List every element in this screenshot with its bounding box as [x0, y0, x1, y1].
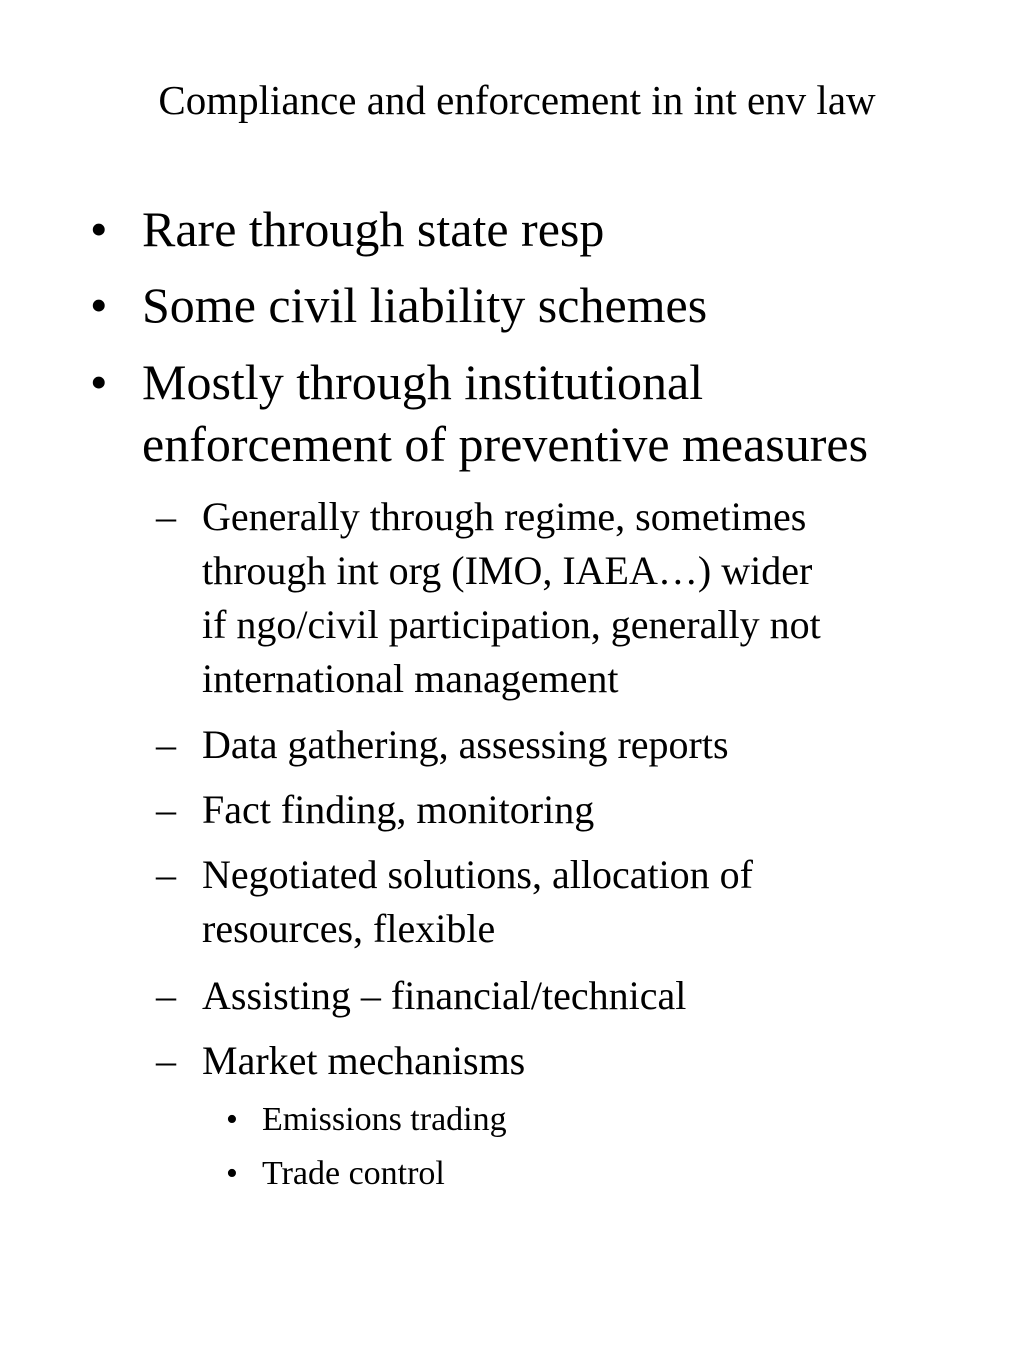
- sub-bullet-fact-finding: [156, 783, 976, 837]
- sub-bullet-text-line: Negotiated solutions, allocation of: [202, 852, 753, 897]
- sub-bullet-text: Data gathering, assessing reports: [202, 722, 729, 767]
- sub-bullet-marker: –: [156, 787, 176, 832]
- bullet-institutional-enforcement: [90, 351, 950, 475]
- bullet-rare-through-state-resp: [90, 198, 950, 260]
- bullet-text: Some civil liability schemes: [142, 277, 708, 333]
- slide-title: Compliance and enforcement in int env law: [158, 77, 876, 123]
- sub-bullet-text-line: international management: [202, 656, 619, 701]
- sub-sub-bullet-text: Trade control: [262, 1155, 445, 1192]
- sub-sub-bullet-text: Emissions trading: [262, 1101, 507, 1138]
- sub-sub-bullet-marker: •: [226, 1155, 238, 1192]
- bullet-text-line: enforcement of preventive measures: [142, 416, 869, 472]
- sub-bullet-text-line: resources, flexible: [202, 906, 496, 951]
- bullet-marker: •: [90, 354, 108, 410]
- sub-bullet-assisting: [156, 969, 976, 1023]
- sub-bullet-marker: –: [156, 973, 176, 1018]
- bullet-marker: •: [90, 277, 108, 333]
- sub-bullet-text-line: through int org (IMO, IAEA…) wider: [202, 548, 813, 593]
- sub-bullet-text-line: Generally through regime, sometimes: [202, 494, 807, 539]
- sub-bullet-marker: –: [156, 494, 176, 539]
- bullet-marker: •: [90, 201, 108, 257]
- sub-bullet-text: Fact finding, monitoring: [202, 787, 595, 832]
- sub-bullet-data-gathering: [156, 718, 976, 772]
- sub-bullet-generally-through-regime: [156, 490, 976, 706]
- sub-bullet-marker: –: [156, 722, 176, 767]
- sub-sub-bullet-trade-control: [226, 1152, 926, 1196]
- bullet-text: Rare through state resp: [142, 201, 605, 257]
- sub-bullet-text: Assisting – financial/technical: [202, 973, 687, 1018]
- sub-bullet-text: Market mechanisms: [202, 1038, 526, 1083]
- bullet-text-line: Mostly through institutional: [142, 354, 704, 410]
- sub-bullet-market-mechanisms: [156, 1034, 976, 1088]
- bullet-civil-liability: [90, 274, 950, 336]
- sub-sub-bullet-emissions-trading: [226, 1098, 926, 1142]
- sub-bullet-marker: –: [156, 1038, 176, 1083]
- sub-bullet-marker: –: [156, 852, 176, 897]
- sub-bullet-negotiated-solutions: [156, 848, 976, 956]
- sub-sub-bullet-marker: •: [226, 1101, 238, 1138]
- sub-bullet-text-line: if ngo/civil participation, generally not: [202, 602, 821, 647]
